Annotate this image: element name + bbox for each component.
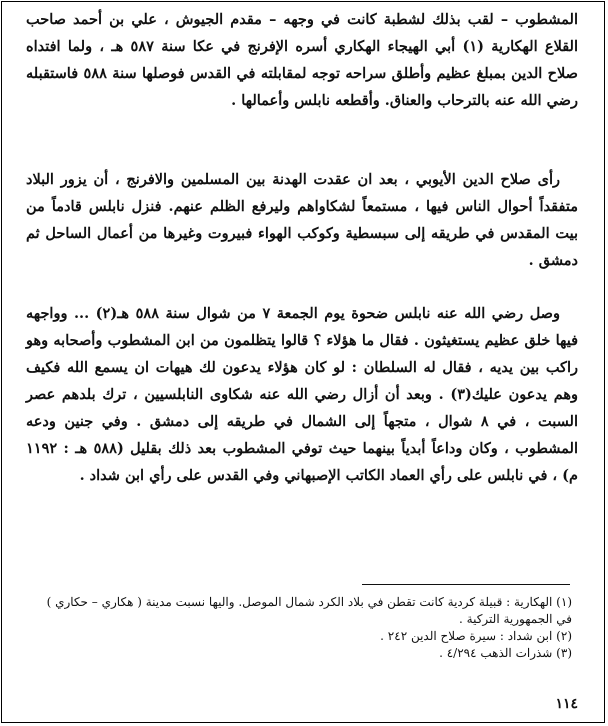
footnote-2: (٢) ابن شداد : سيرة صلاح الدين ٢٤٢ . — [380, 629, 572, 643]
paragraph-1: المشطوب – لقب بذلك لشطبة كانت في وجهه – مقدم الجيوش ، علي بن أحمد صاحب القلاع الهكارية (١) أبي الهيجاء الهكاري أسره الإفرنج في عكا سنة ٥٨٧ هـ ، ولما افتداه صلاح الدين بمبلغ عظيم وأطلق سراحه توجه لمقابلته في القدس فوصلها سنة ٥٨٨ فاستقبله رضي الله عنه بالترحاب والعناق. وأقطعه نابلس وأعمالها . — [26, 11, 578, 109]
paragraph-3: وصل رضي الله عنه نابلس ضحوة يوم الجمعة ٧ من شوال سنة ٥٨٨ هـ(٢) ... وواجهه فيها خلق عظيم يستغيثون . فقال ما هؤلاء ؟ قالوا يتظلمون من ابن المشطوب وأصحابه وهو راكب بين يديه ، فقال له السلطان : لو كان هؤلاء يدعون لك هيهات ان يسمع الله فكيف وهم يدعون عليك(٣) . وبعد أن أزال رضي الله عنه شكاوى النابلسيين ، ترك بلدهم عصر السبت ، في ٨ شوال ، متجهاً إلى الشمال في طريقه إلى دمشق . وفي جنين ودعه المشطوب ، وكان وداعاً أبدياً بينهما حيث توفي المشطوب بعد ذلك بقليل (٥٨٨ هـ : ١١٩٢ م) ، في نابلس على رأي العماد الكاتب الإصبهاني وفي القدس على رأي ابن شداد . — [26, 305, 578, 484]
book-page — [26, 6, 578, 718]
footnote-separator — [362, 584, 570, 585]
page-number: ١١٤ — [555, 696, 578, 712]
footnote-3: (٣) شذرات الذهب ٤/٢٩٤ . — [439, 646, 572, 660]
paragraph-2: رأى صلاح الدين الأيوبي ، بعد ان عقدت الهدنة بين المسلمين والافرنج ، أن يزور البلاد متفقداً أحوال الناس فيها ، مستمعاً لشكاواهم وليرفع الظلم عنهم. فنزل نابلس قادماً من بيت المقدس في طريقه إلى سبسطية وكوكب الهواء فبيروت وغيرها من أعمال الساحل ثم دمشق . — [26, 171, 578, 269]
footnotes — [46, 594, 572, 662]
footnote-1: (١) الهكارية : قبيلة كردية كانت تقطن في بلاد الكرد شمال الموصل. واليها نسبت مدينة ( هكاري – حكاري ) في الجمهورية التركية . — [46, 595, 572, 626]
